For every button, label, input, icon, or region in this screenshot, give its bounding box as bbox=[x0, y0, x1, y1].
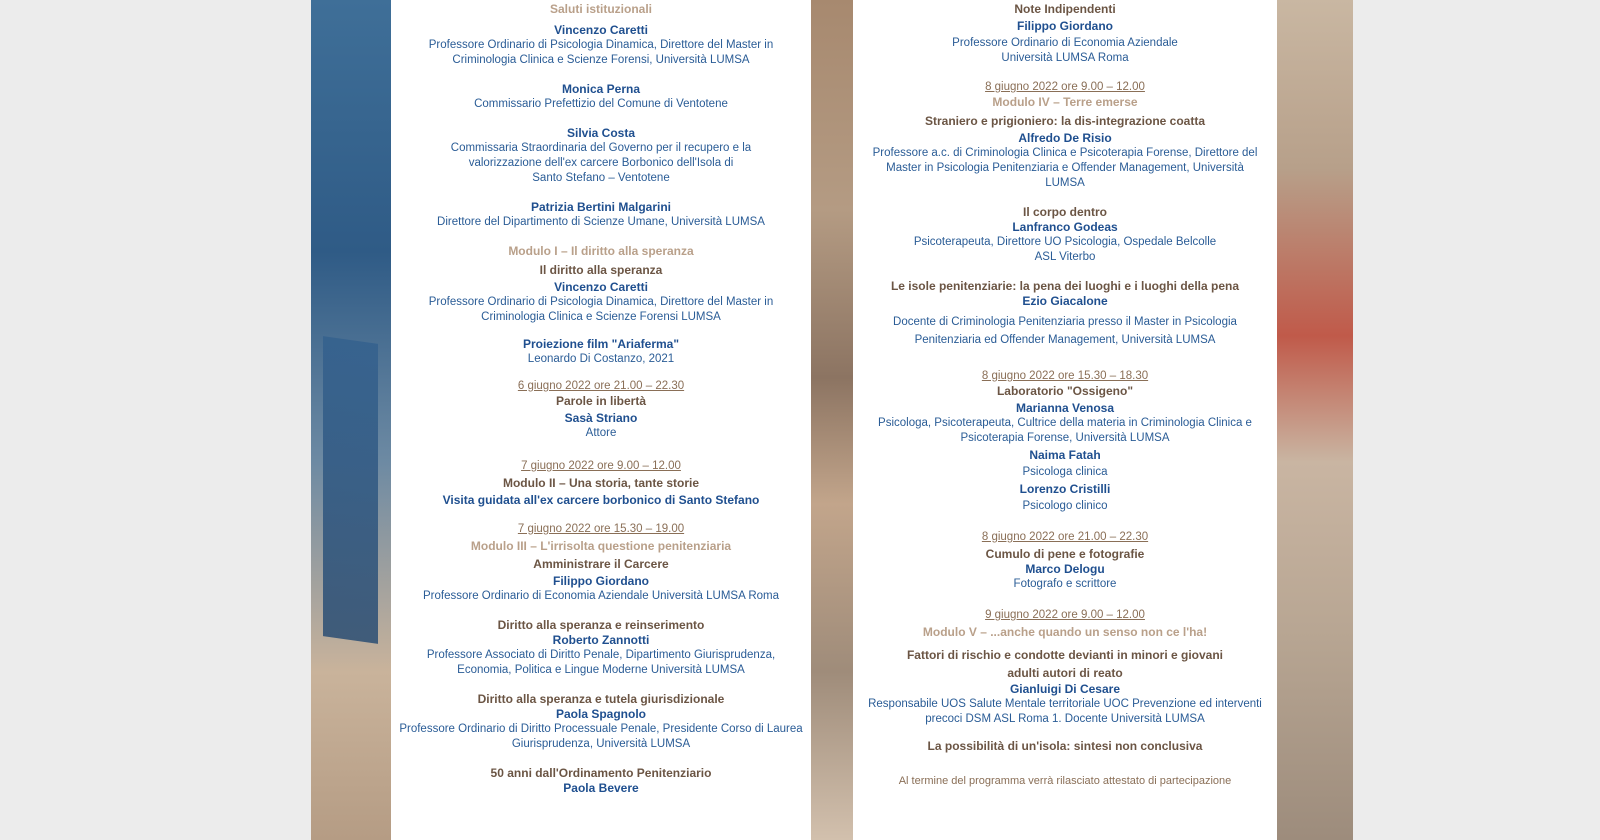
session-date: 7 giugno 2022 ore 15.30 – 19.00 bbox=[517, 523, 685, 535]
module-heading: Modulo III – L'irrisolta questione penitenziaria bbox=[470, 539, 732, 553]
session-topic: 50 anni dall'Ordinamento Penitenziario bbox=[490, 766, 712, 780]
session-date: 9 giugno 2022 ore 9.00 – 12.00 bbox=[985, 609, 1145, 621]
speaker-name: Ezio Giacalone bbox=[1022, 294, 1108, 308]
speaker-name: Silvia Costa bbox=[566, 126, 636, 140]
speaker-role: Professore a.c. di Criminologia Clinica e Psicoterapia Forense, Direttore del Master in Psicologia Penitenziaria e Offender Management, Università LUMSA bbox=[872, 147, 1258, 189]
session-date: 8 giugno 2022 ore 15.30 – 18.30 bbox=[981, 370, 1149, 382]
module-heading: Modulo II – Una storia, tante storie bbox=[502, 476, 700, 490]
speaker-role: Docente di Criminologia Penitenziaria presso il Master in Psicologia Penitenziaria ed Offender Management, Università LUMSA bbox=[893, 316, 1237, 346]
film-info: Leonardo Di Costanzo, 2021 bbox=[527, 353, 675, 365]
session-topic: Il diritto alla speranza bbox=[539, 263, 663, 277]
module-heading: Modulo IV – Terre emerse bbox=[992, 95, 1138, 109]
speaker-name: Sasà Striano bbox=[564, 411, 638, 425]
speaker-name: Filippo Giordano bbox=[1017, 19, 1113, 33]
session-topic: Note Indipendenti bbox=[1014, 2, 1116, 16]
session-date: 8 giugno 2022 ore 9.00 – 12.00 bbox=[985, 81, 1145, 93]
attendance-note: Al termine del programma verrà rilasciato attestato di partecipazione bbox=[898, 775, 1232, 787]
speaker-name: Lanfranco Godeas bbox=[1012, 220, 1118, 234]
session-visit: Visita guidata all'ex carcere borbonico di Santo Stefano bbox=[442, 493, 760, 507]
session-topic: Le isole penitenziarie: la pena dei luoghi e i luoghi della pena bbox=[890, 279, 1240, 293]
speaker-name: Marco Delogu bbox=[1025, 562, 1105, 576]
film-title: Proiezione film "Ariaferma" bbox=[522, 337, 680, 351]
session-date: 7 giugno 2022 ore 9.00 – 12.00 bbox=[521, 460, 681, 472]
speaker-name: Paola Bevere bbox=[563, 781, 639, 795]
speaker-name: Patrizia Bertini Malgarini bbox=[530, 200, 672, 214]
background-photo-right bbox=[1277, 0, 1353, 840]
speaker-role: Psicologo clinico bbox=[1022, 500, 1108, 512]
speaker-role: Professore Ordinario di Economia Aziendale bbox=[952, 37, 1178, 49]
speaker-name: Gianluigi Di Cesare bbox=[1009, 682, 1121, 696]
module-heading: Modulo V – ...anche quando un senso non ce l'ha! bbox=[922, 625, 1208, 639]
speaker-name: Monica Perna bbox=[561, 82, 641, 96]
programme-column-right bbox=[853, 0, 1277, 840]
session-topic: Il corpo dentro bbox=[1023, 205, 1107, 219]
speaker-role: Attore bbox=[585, 427, 617, 439]
session-topic: Laboratorio "Ossigeno" bbox=[996, 384, 1134, 398]
session-topic: Straniero e prigioniero: la dis-integrazione coatta bbox=[924, 114, 1206, 128]
session-topic: Fattori di rischio e condotte devianti in minori e giovani bbox=[906, 648, 1224, 662]
session-topic: Cumulo di pene e fotografie bbox=[985, 547, 1145, 561]
speaker-name: Vincenzo Caretti bbox=[554, 280, 648, 294]
speaker-role: Commissario Prefettizio del Comune di Ventotene bbox=[474, 98, 728, 110]
speaker-name: Vincenzo Caretti bbox=[554, 23, 648, 37]
speaker-name: Alfredo De Risio bbox=[1018, 131, 1112, 145]
speaker-role: Professore Ordinario di Psicologia Dinamica, Direttore del Master in Criminologia Clinica e Scienze Forensi LUMSA bbox=[428, 296, 774, 323]
saluti-heading: Saluti istituzionali bbox=[549, 2, 652, 16]
module-heading: Modulo I – Il diritto alla speranza bbox=[508, 244, 694, 258]
speaker-name: Naima Fatah bbox=[1029, 448, 1101, 462]
speaker-role: Responsabile UOS Salute Mentale territoriale UOC Prevenzione ed interventi precoci DSM ASL Roma 1. Docente Università LUMSA bbox=[868, 698, 1262, 725]
session-topic: Diritto alla speranza e reinserimento bbox=[497, 618, 705, 632]
speaker-role: Professore Ordinario di Economia Aziendale Università LUMSA Roma bbox=[422, 590, 780, 602]
speaker-role: Psicoterapeuta, Direttore UO Psicologia, Ospedale Belcolle bbox=[913, 236, 1217, 248]
speaker-name: Filippo Giordano bbox=[553, 574, 649, 588]
speaker-name: Roberto Zannotti bbox=[552, 633, 650, 647]
session-topic: Amministrare il Carcere bbox=[533, 557, 669, 571]
session-topic: La possibilità di un'isola: sintesi non conclusiva bbox=[927, 739, 1203, 753]
speaker-role: Università LUMSA Roma bbox=[1001, 52, 1129, 64]
speaker-role: Psicologa, Psicoterapeuta, Cultrice della materia in Criminologia Clinica e Psicoterapia Forense, Università LUMSA bbox=[878, 417, 1252, 444]
session-date: 6 giugno 2022 ore 21.00 – 22.30 bbox=[517, 380, 685, 392]
speaker-role: Professore Associato di Diritto Penale, Dipartimento Giurisprudenza, Economia, Politica e Lingue Moderne Università LUMSA bbox=[426, 649, 776, 676]
speaker-role: Professore Ordinario di Diritto Processuale Penale, Presidente Corso di Laurea Giurisprudenza, Università LUMSA bbox=[399, 723, 803, 750]
speaker-role: Fotografo e scrittore bbox=[1013, 578, 1117, 590]
speaker-role: Direttore del Dipartimento di Scienze Umane, Università LUMSA bbox=[437, 216, 765, 228]
programme-poster bbox=[311, 0, 1353, 840]
speaker-role: Psicologa clinica bbox=[1022, 466, 1108, 478]
speaker-role: ASL Viterbo bbox=[1034, 251, 1096, 263]
session-topic: Diritto alla speranza e tutela giurisdizionale bbox=[477, 692, 725, 706]
programme-column-left bbox=[391, 0, 811, 840]
speaker-name: Marianna Venosa bbox=[1015, 401, 1115, 415]
speaker-role: Professore Ordinario di Psicologia Dinamica, Direttore del Master in Criminologia Clinica e Scienze Forensi, Università LUMSA bbox=[428, 39, 774, 66]
background-photo-middle bbox=[811, 0, 853, 840]
speaker-name: Lorenzo Cristilli bbox=[1019, 482, 1111, 496]
background-photo-left bbox=[311, 0, 391, 840]
speaker-role: Commissaria Straordinaria del Governo per il recupero e la valorizzazione dell'ex carcere Borbonico dell'Isola di bbox=[450, 142, 752, 169]
speaker-name: Paola Spagnolo bbox=[555, 707, 646, 721]
speaker-role: Santo Stefano – Ventotene bbox=[532, 172, 670, 184]
session-topic: adulti autori di reato bbox=[1007, 666, 1123, 680]
session-topic: Parole in libertà bbox=[555, 394, 647, 408]
session-date: 8 giugno 2022 ore 21.00 – 22.30 bbox=[981, 531, 1149, 543]
